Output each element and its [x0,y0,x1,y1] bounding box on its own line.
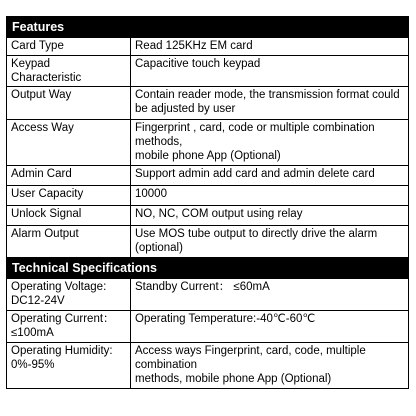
spec-label: Operating Voltage: DC12-24V [7,279,131,311]
spec-row-humidity [7,343,409,389]
feature-label: Admin Card [7,166,131,186]
feature-row-access-way [7,120,409,166]
spec-value: Operating Temperature:-40℃-60℃ [131,311,409,343]
feature-value: NO, NC, COM output using relay [131,206,409,226]
feature-value: Fingerprint , card, code or multiple combination methods, mobile phone App (Optional) [131,120,409,166]
feature-label: Access Way [7,120,131,166]
feature-value: Capacitive touch keypad [131,56,409,87]
spec-label: Operating Current： ≤100mA [7,311,131,343]
specs-title: Technical Specifications [7,258,409,279]
spec-label: Operating Humidity: 0%-95% [7,343,131,389]
feature-row-user-capacity [7,186,409,206]
feature-row-unlock-signal [7,206,409,226]
feature-row-keypad [7,56,409,87]
feature-value: 10000 [131,186,409,206]
feature-row-output-way [7,87,409,120]
feature-row-admin-card [7,166,409,186]
feature-value: Contain reader mode, the transmission format could be adjusted by user [131,87,409,120]
feature-value: Read 125KHz EM card [131,38,409,56]
features-header-row [7,17,409,38]
feature-label: Keypad Characteristic [7,56,131,87]
feature-label: User Capacity [7,186,131,206]
feature-row-card-type [7,38,409,56]
feature-label: Card Type [7,38,131,56]
feature-label: Output Way [7,87,131,120]
feature-label: Alarm Output [7,226,131,258]
features-title: Features [7,17,409,38]
feature-label: Unlock Signal [7,206,131,226]
spec-row-voltage [7,279,409,311]
feature-value: Use MOS tube output to directly drive the alarm (optional) [131,226,409,258]
spec-value: Access ways Fingerprint, card, code, multiple combination methods, mobile phone App (Optional) [131,343,409,389]
specs-header-row [7,258,409,279]
spec-table [6,16,409,389]
spec-value: Standby Current： ≤60mA [131,279,409,311]
feature-value: Support admin add card and admin delete card [131,166,409,186]
spec-row-current [7,311,409,343]
feature-row-alarm-output [7,226,409,258]
